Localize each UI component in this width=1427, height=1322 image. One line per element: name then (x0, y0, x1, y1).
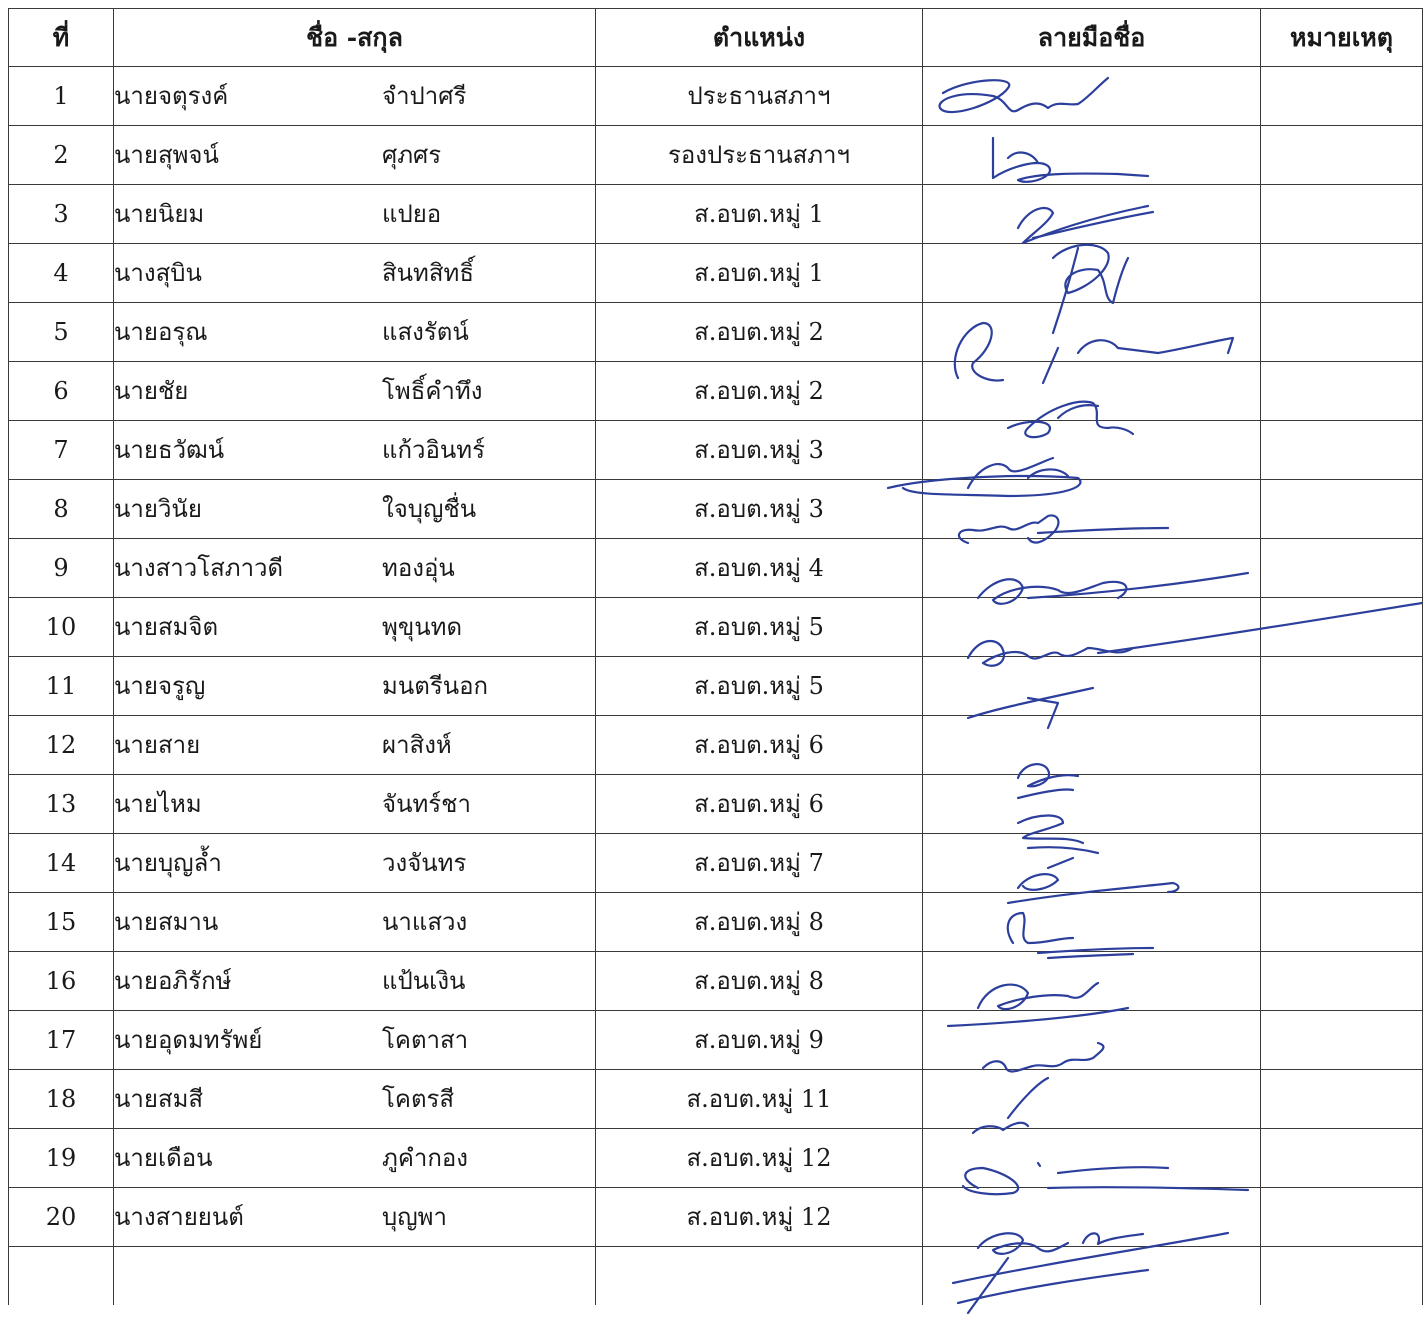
remark-cell (1261, 1011, 1423, 1070)
name-cell (114, 185, 596, 244)
remark-cell (1261, 303, 1423, 362)
signature-cell (923, 539, 1261, 598)
first-name: นายอรุณ (114, 318, 208, 346)
table-row (9, 185, 1423, 244)
remark-cell (1261, 67, 1423, 126)
signature-cell (923, 1011, 1261, 1070)
row-number: 2 (9, 126, 114, 185)
name-cell (114, 539, 596, 598)
position-cell: ส.อบต.หมู่ 1 (596, 185, 923, 244)
name-cell (114, 303, 596, 362)
table-row (9, 67, 1423, 126)
blank-cell (9, 1247, 114, 1306)
signature-cell (923, 952, 1261, 1011)
row-number: 8 (9, 480, 114, 539)
row-number: 17 (9, 1011, 114, 1070)
position-cell: รองประธานสภาฯ (596, 126, 923, 185)
position-cell: ส.อบต.หมู่ 11 (596, 1070, 923, 1129)
first-name: นายไหม (114, 790, 202, 818)
row-number: 12 (9, 716, 114, 775)
name-cell (114, 244, 596, 303)
signature-cell (923, 598, 1261, 657)
table-row (9, 716, 1423, 775)
blank-cell (923, 1247, 1261, 1306)
signature-cell (923, 362, 1261, 421)
first-name: นายจตุรงค์ (114, 82, 229, 110)
row-number: 9 (9, 539, 114, 598)
table-row (9, 657, 1423, 716)
first-name: นางสาวโสภาวดี (114, 554, 284, 582)
remark-cell (1261, 539, 1423, 598)
position-cell: ส.อบต.หมู่ 12 (596, 1188, 923, 1247)
name-cell (114, 126, 596, 185)
position-cell: ส.อบต.หมู่ 6 (596, 716, 923, 775)
remark-cell (1261, 421, 1423, 480)
name-cell (114, 421, 596, 480)
table-row (9, 834, 1423, 893)
table-row (9, 952, 1423, 1011)
row-number: 5 (9, 303, 114, 362)
first-name: นายจรูญ (114, 672, 206, 700)
position-cell: ส.อบต.หมู่ 6 (596, 775, 923, 834)
table-row (9, 893, 1423, 952)
position-cell: ส.อบต.หมู่ 2 (596, 362, 923, 421)
table-row (9, 1188, 1423, 1247)
position-cell: ส.อบต.หมู่ 3 (596, 421, 923, 480)
row-number: 3 (9, 185, 114, 244)
position-cell: ส.อบต.หมู่ 12 (596, 1129, 923, 1188)
row-number: 10 (9, 598, 114, 657)
table-row (9, 480, 1423, 539)
row-number: 14 (9, 834, 114, 893)
last-name: ทองอุ่น (382, 554, 455, 582)
signature-cell (923, 1188, 1261, 1247)
name-cell (114, 716, 596, 775)
attendance-sheet (8, 8, 1422, 1322)
last-name: มนตรีนอก (382, 672, 489, 700)
signature-cell (923, 244, 1261, 303)
row-number: 18 (9, 1070, 114, 1129)
blank-cell (114, 1247, 596, 1306)
remark-cell (1261, 480, 1423, 539)
first-name: นายอุดมทรัพย์ (114, 1026, 263, 1054)
last-name: โคตาสา (382, 1026, 469, 1054)
position-cell: ส.อบต.หมู่ 3 (596, 480, 923, 539)
remark-cell (1261, 716, 1423, 775)
row-number: 7 (9, 421, 114, 480)
name-cell (114, 834, 596, 893)
first-name: นายสมสี (114, 1085, 204, 1113)
row-number: 15 (9, 893, 114, 952)
signature-cell (923, 480, 1261, 539)
blank-cell (1261, 1247, 1423, 1306)
name-cell (114, 893, 596, 952)
last-name: จำปาศรี (382, 82, 467, 110)
row-number: 6 (9, 362, 114, 421)
last-name: แป้นเงิน (382, 967, 466, 995)
signature-cell (923, 1129, 1261, 1188)
last-name: นาแสวง (382, 908, 468, 936)
first-name: นายสุพจน์ (114, 141, 219, 169)
header-no: ที่ (9, 9, 114, 67)
position-cell: ส.อบต.หมู่ 8 (596, 893, 923, 952)
remark-cell (1261, 952, 1423, 1011)
first-name: นายนิยม (114, 200, 205, 228)
name-cell (114, 1011, 596, 1070)
table-row (9, 126, 1423, 185)
last-name: ผาสิงห์ (382, 731, 452, 759)
name-cell (114, 362, 596, 421)
name-cell (114, 775, 596, 834)
first-name: นายสาย (114, 731, 201, 759)
name-cell (114, 1188, 596, 1247)
first-name: นายชัย (114, 377, 189, 405)
row-number: 11 (9, 657, 114, 716)
name-cell (114, 67, 596, 126)
table-row (9, 303, 1423, 362)
remark-cell (1261, 775, 1423, 834)
remark-cell (1261, 657, 1423, 716)
remark-cell (1261, 834, 1423, 893)
first-name: นายเดือน (114, 1144, 213, 1172)
name-cell (114, 1129, 596, 1188)
last-name: แก้วอินทร์ (382, 436, 486, 464)
header-signature: ลายมือชื่อ (923, 9, 1261, 67)
remark-cell (1261, 1188, 1423, 1247)
last-name: แปยอ (382, 200, 442, 228)
remark-cell (1261, 1070, 1423, 1129)
first-name: นายวินัย (114, 495, 202, 523)
signature-cell (923, 185, 1261, 244)
header-remark: หมายเหตุ (1261, 9, 1423, 67)
remark-cell (1261, 893, 1423, 952)
signature-cell (923, 1070, 1261, 1129)
last-name: วงจันทร (382, 849, 467, 877)
table-row (9, 362, 1423, 421)
remark-cell (1261, 1129, 1423, 1188)
header-name: ชื่อ -สกุล (114, 9, 596, 67)
first-name: นายบุญล้ำ (114, 849, 222, 877)
table-row (9, 244, 1423, 303)
signature-cell (923, 775, 1261, 834)
position-cell: ส.อบต.หมู่ 4 (596, 539, 923, 598)
row-number: 13 (9, 775, 114, 834)
table-row (9, 1070, 1423, 1129)
row-number: 20 (9, 1188, 114, 1247)
remark-cell (1261, 362, 1423, 421)
first-name: นายอภิรักษ์ (114, 967, 232, 995)
first-name: นายธวัฒน์ (114, 436, 225, 464)
remark-cell (1261, 244, 1423, 303)
signature-cell (923, 303, 1261, 362)
last-name: โคตรสี (382, 1085, 455, 1113)
first-name: นางสุบิน (114, 259, 202, 287)
first-name: นายสมาน (114, 908, 219, 936)
header-position: ตำแหน่ง (596, 9, 923, 67)
signature-cell (923, 67, 1261, 126)
last-name: พุขุนทด (382, 613, 463, 641)
signature-cell (923, 126, 1261, 185)
row-number: 19 (9, 1129, 114, 1188)
row-number: 1 (9, 67, 114, 126)
name-cell (114, 657, 596, 716)
name-cell (114, 952, 596, 1011)
position-cell: ส.อบต.หมู่ 5 (596, 598, 923, 657)
attendance-table (8, 8, 1423, 1305)
signature-cell (923, 716, 1261, 775)
remark-cell (1261, 598, 1423, 657)
first-name: นางสายยนต์ (114, 1203, 244, 1231)
table-row (9, 421, 1423, 480)
table-row (9, 1129, 1423, 1188)
name-cell (114, 1070, 596, 1129)
table-row (9, 775, 1423, 834)
position-cell: ส.อบต.หมู่ 8 (596, 952, 923, 1011)
table-row (9, 1011, 1423, 1070)
first-name: นายสมจิต (114, 613, 219, 641)
last-name: บุญพา (382, 1203, 447, 1231)
remark-cell (1261, 185, 1423, 244)
last-name: จันทร์ชา (382, 790, 471, 818)
position-cell: ส.อบต.หมู่ 5 (596, 657, 923, 716)
blank-row (9, 1247, 1423, 1306)
position-cell: ส.อบต.หมู่ 7 (596, 834, 923, 893)
header-row (9, 9, 1423, 67)
last-name: ภูคำกอง (382, 1144, 469, 1172)
name-cell (114, 480, 596, 539)
last-name: แสงรัตน์ (382, 318, 469, 346)
position-cell: ส.อบต.หมู่ 9 (596, 1011, 923, 1070)
signature-cell (923, 893, 1261, 952)
last-name: ศุภศร (382, 141, 442, 169)
row-number: 4 (9, 244, 114, 303)
last-name: สินทสิทธิ์ (382, 259, 474, 287)
signature-cell (923, 421, 1261, 480)
last-name: โพธิ์คำทึง (382, 377, 483, 405)
name-cell (114, 598, 596, 657)
row-number: 16 (9, 952, 114, 1011)
signature-cell (923, 834, 1261, 893)
remark-cell (1261, 126, 1423, 185)
position-cell: ประธานสภาฯ (596, 67, 923, 126)
last-name: ใจบุญชื่น (382, 495, 477, 523)
table-row (9, 598, 1423, 657)
position-cell: ส.อบต.หมู่ 2 (596, 303, 923, 362)
signature-cell (923, 657, 1261, 716)
table-row (9, 539, 1423, 598)
position-cell: ส.อบต.หมู่ 1 (596, 244, 923, 303)
blank-cell (596, 1247, 923, 1306)
